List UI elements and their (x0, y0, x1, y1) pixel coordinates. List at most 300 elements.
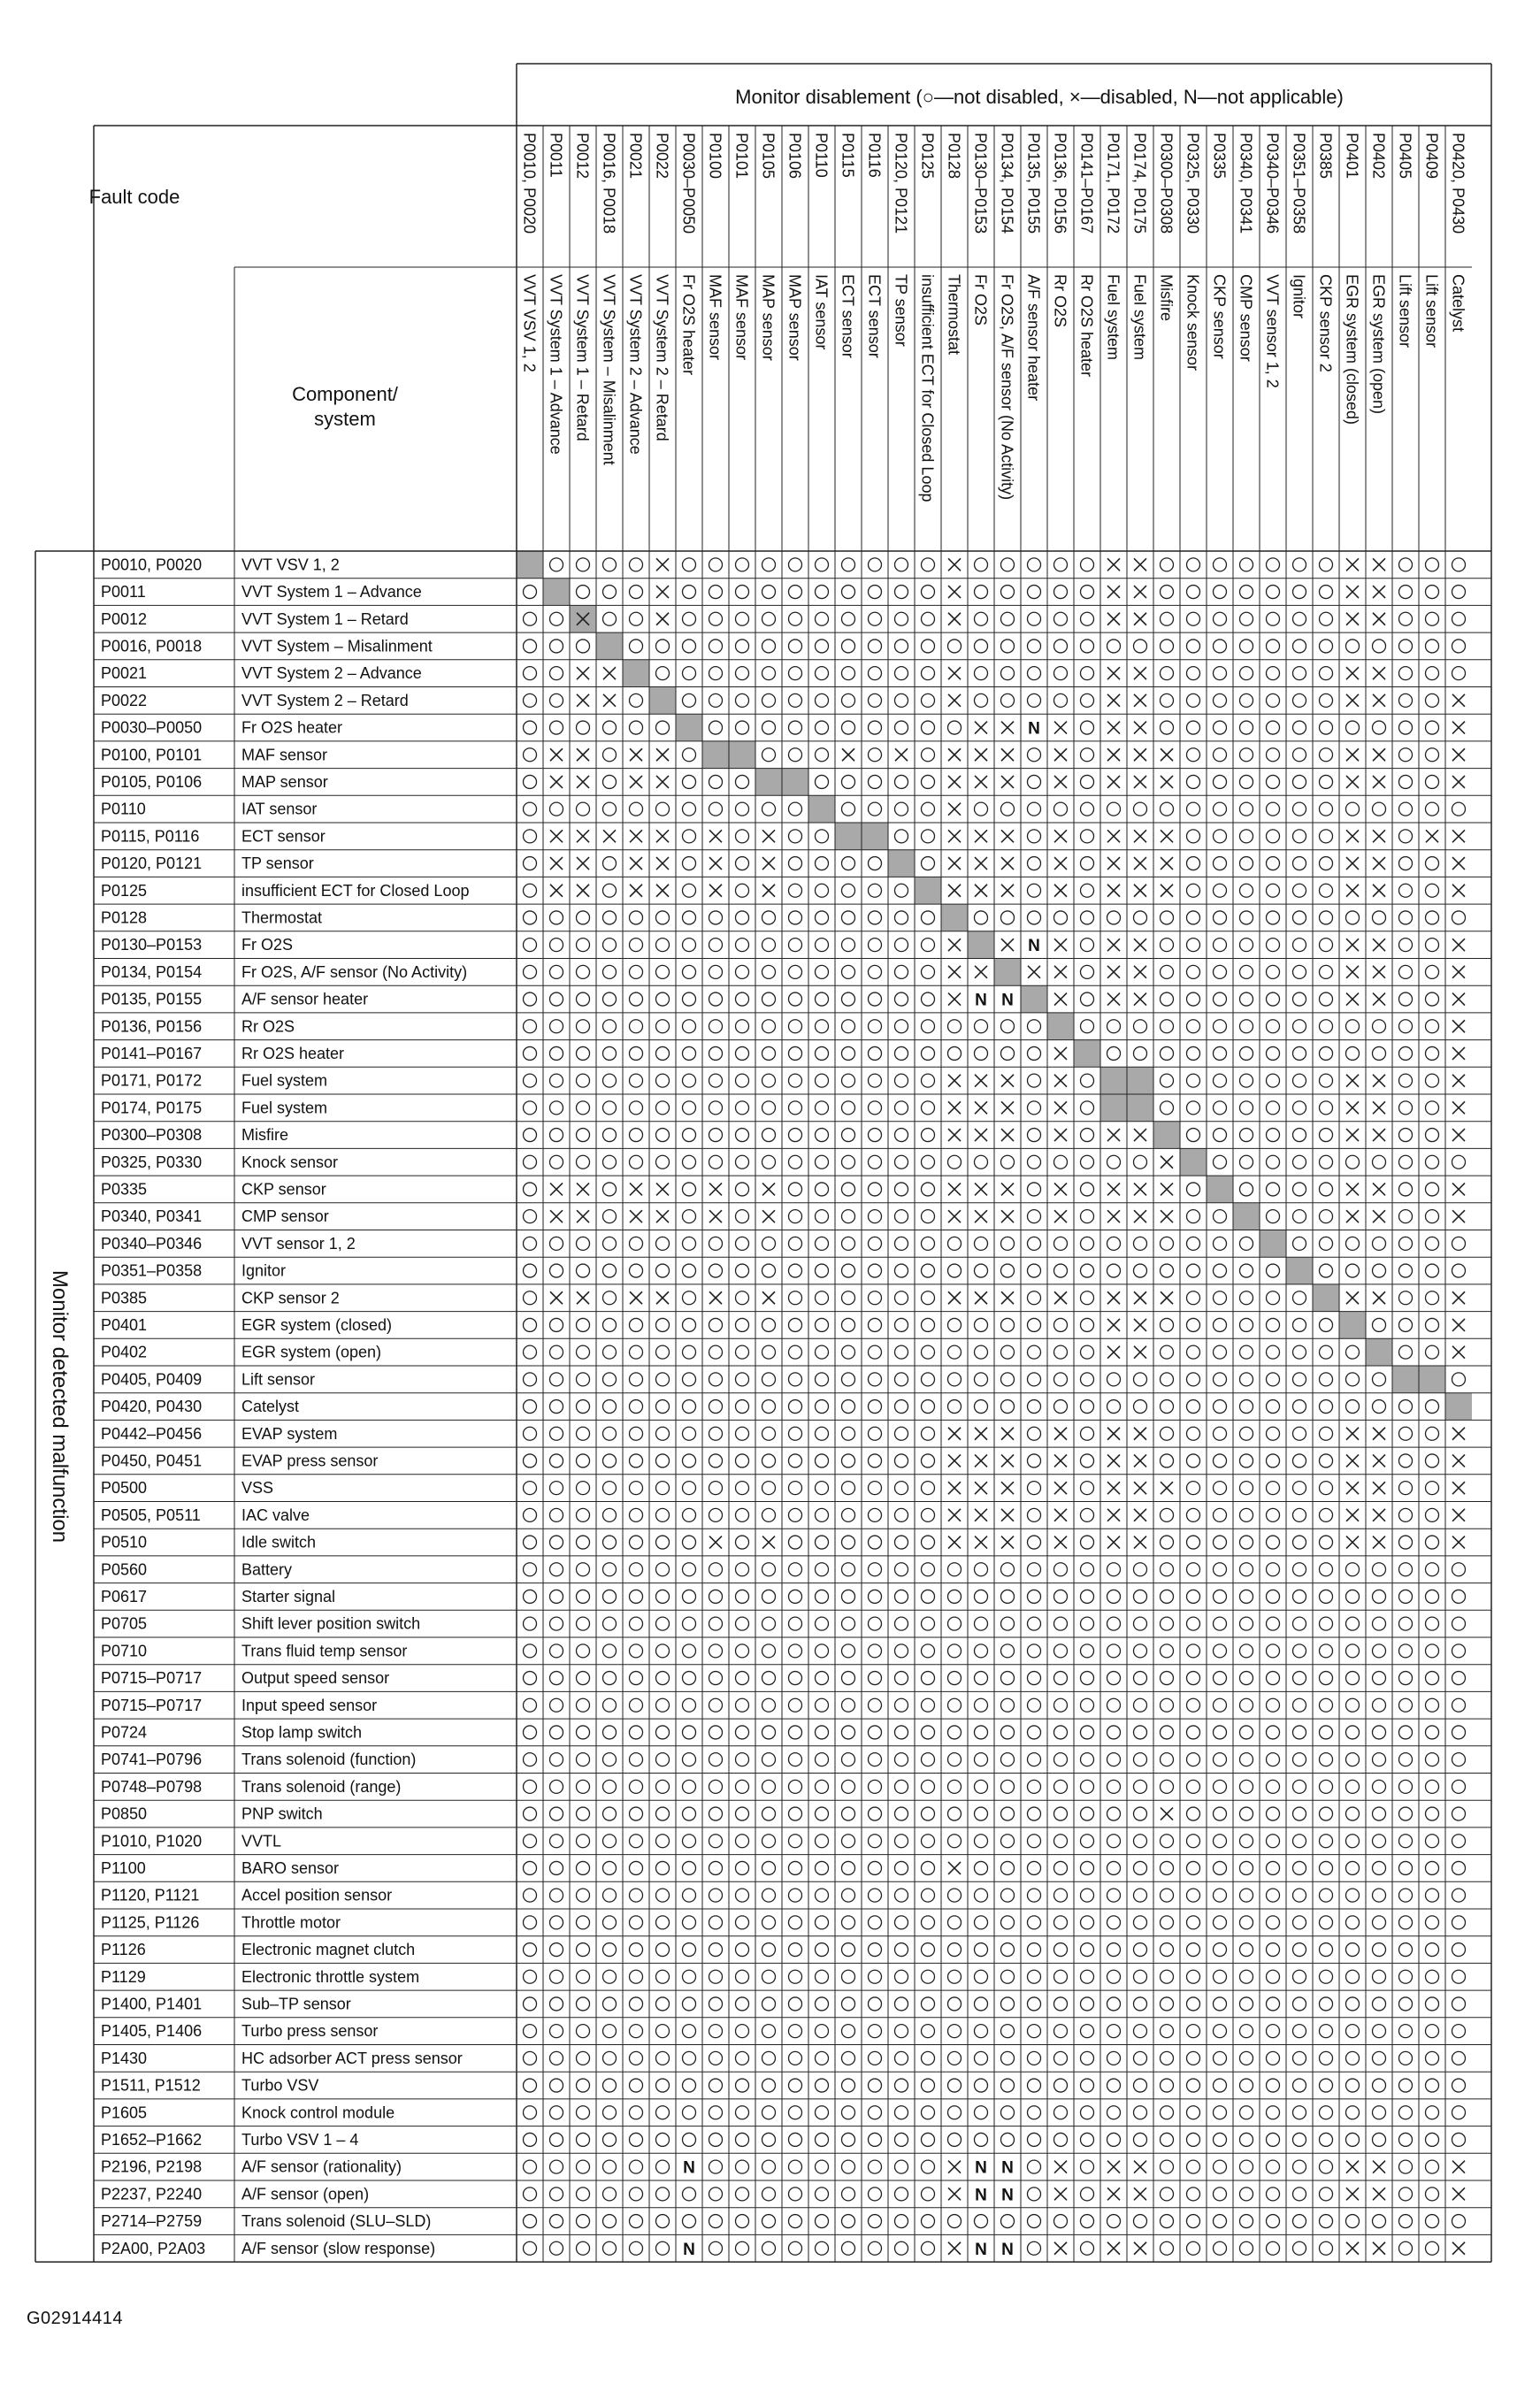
not-disabled-mark (524, 1264, 537, 1277)
not-disabled-mark (1452, 2025, 1466, 2038)
row-fault-code: P0100, P0101 (101, 746, 203, 764)
disabled-mark (1134, 1536, 1146, 1549)
not-disabled-mark (1293, 2160, 1306, 2173)
not-disabled-mark (1426, 2241, 1439, 2255)
not-disabled-mark (1028, 2106, 1041, 2119)
disabled-mark (1107, 2188, 1120, 2200)
not-disabled-mark (736, 667, 749, 680)
disabled-mark (1346, 1210, 1359, 1222)
not-disabled-mark (736, 965, 749, 978)
not-disabled-mark (1373, 1943, 1386, 1957)
not-disabled-mark (948, 1400, 962, 1414)
not-disabled-mark (550, 1835, 563, 1848)
not-disabled-mark (842, 1020, 855, 1033)
not-disabled-mark (1001, 1318, 1015, 1331)
disabled-mark (1134, 1291, 1146, 1304)
not-disabled-mark (1320, 2079, 1333, 2092)
row-component: A/F sensor (rationality) (241, 2157, 402, 2176)
not-disabled-mark (789, 1454, 802, 1467)
not-disabled-mark (1293, 2241, 1306, 2255)
not-disabled-mark (1240, 2079, 1253, 2092)
not-disabled-mark (1187, 911, 1200, 924)
not-disabled-mark (1001, 1943, 1015, 1957)
not-disabled-mark (895, 2106, 908, 2119)
not-disabled-mark (895, 965, 908, 978)
not-disabled-mark (869, 748, 882, 762)
not-disabled-mark (736, 1074, 749, 1087)
not-disabled-mark (789, 830, 802, 843)
disabled-mark (1452, 1129, 1465, 1141)
row-fault-code: P0011 (101, 583, 146, 601)
disabled-mark (656, 586, 669, 598)
column-component: CKP sensor (1210, 274, 1229, 359)
not-disabled-mark (842, 1291, 855, 1305)
not-disabled-mark (1161, 1916, 1174, 1929)
disabled-mark (577, 667, 589, 679)
not-disabled-mark (762, 1672, 776, 1685)
not-disabled-mark (922, 1563, 935, 1576)
not-disabled-mark (1293, 1590, 1306, 1603)
row-fault-code: P0130–P0153 (101, 936, 203, 954)
not-disabled-mark (895, 1427, 908, 1440)
not-disabled-mark (1399, 1482, 1413, 1495)
not-disabled-mark (1320, 1861, 1333, 1874)
not-disabled-mark (1373, 2133, 1386, 2146)
disabled-mark (975, 722, 987, 734)
shaded-cell (968, 931, 994, 959)
not-disabled-mark (683, 1563, 696, 1576)
not-disabled-mark (1187, 830, 1200, 843)
not-disabled-mark (1107, 911, 1121, 924)
not-disabled-mark (789, 586, 802, 599)
not-disabled-mark (1240, 2241, 1253, 2255)
not-disabled-mark (736, 558, 749, 571)
not-disabled-mark (1267, 2051, 1280, 2065)
disabled-mark (1452, 1291, 1465, 1304)
not-disabled-mark (1399, 857, 1413, 870)
not-disabled-mark (1134, 1264, 1147, 1277)
not-disabled-mark (1240, 1318, 1253, 1331)
not-disabled-mark (1081, 1943, 1094, 1957)
not-disabled-mark (975, 586, 988, 599)
not-disabled-mark (922, 965, 935, 978)
not-disabled-mark (709, 1672, 723, 1685)
not-disabled-mark (1452, 1590, 1466, 1603)
not-disabled-mark (550, 1427, 563, 1440)
not-disabled-mark (524, 1508, 537, 1521)
not-disabled-mark (1240, 939, 1253, 952)
disabled-mark (1346, 966, 1359, 978)
not-disabled-mark (842, 1101, 855, 1115)
not-disabled-mark (1081, 939, 1094, 952)
not-disabled-mark (709, 2133, 723, 2146)
disabled-mark (1134, 2242, 1146, 2255)
not-disabled-mark (630, 2215, 643, 2228)
not-disabled-mark (869, 802, 882, 816)
disabled-mark (1346, 748, 1359, 761)
disabled-mark (1346, 1482, 1359, 1494)
not-disabled-mark (736, 1101, 749, 1115)
not-disabled-mark (1028, 1291, 1041, 1305)
disabled-mark (1452, 2242, 1465, 2255)
not-disabled-mark (975, 667, 988, 680)
disabled-mark (1107, 1509, 1120, 1521)
not-disabled-mark (1081, 1508, 1094, 1521)
not-disabled-mark (1187, 2160, 1200, 2173)
disabled-mark (1346, 667, 1359, 679)
not-disabled-mark (975, 1970, 988, 1983)
not-disabled-mark (1240, 992, 1253, 1006)
not-disabled-mark (736, 1916, 749, 1929)
disabled-mark (948, 803, 961, 816)
disabled-mark (709, 1210, 722, 1222)
not-disabled-mark (1054, 667, 1068, 680)
not-disabled-mark (1214, 1074, 1227, 1087)
disabled-mark (1452, 830, 1465, 842)
not-disabled-mark (603, 2133, 617, 2146)
not-disabled-mark (762, 1264, 776, 1277)
not-disabled-mark (524, 612, 537, 625)
not-disabled-mark (789, 1672, 802, 1685)
column-component: CMP sensor (1237, 274, 1255, 362)
not-disabled-mark (1293, 1046, 1306, 1060)
not-disabled-mark (762, 1427, 776, 1440)
not-disabled-mark (577, 2188, 590, 2201)
row-fault-code: P0171, P0172 (101, 1071, 203, 1090)
not-disabled-mark (1001, 1345, 1015, 1359)
not-disabled-mark (842, 2188, 855, 2201)
not-disabled-mark (683, 939, 696, 952)
not-disabled-mark (1028, 1074, 1041, 1087)
not-disabled-mark (948, 1943, 962, 1957)
not-disabled-mark (550, 1237, 563, 1250)
not-disabled-mark (1054, 1563, 1068, 1576)
not-disabled-mark (816, 911, 829, 924)
not-disabled-mark (630, 1563, 643, 1576)
not-disabled-mark (1240, 1617, 1253, 1630)
disabled-mark (1107, 1183, 1120, 1195)
not-disabled-mark (895, 1155, 908, 1169)
not-disabled-mark (683, 1916, 696, 1929)
not-disabled-mark (975, 1698, 988, 1712)
not-disabled-mark (842, 2106, 855, 2119)
not-disabled-mark (1001, 1046, 1015, 1060)
not-disabled-mark (1214, 775, 1227, 788)
disabled-mark (1346, 1101, 1359, 1114)
not-disabled-mark (789, 1183, 802, 1196)
not-disabled-mark (1187, 586, 1200, 599)
not-disabled-mark (1267, 1155, 1280, 1169)
not-disabled-mark (1267, 1753, 1280, 1766)
disabled-mark (656, 613, 669, 625)
disabled-mark (975, 857, 987, 870)
not-disabled-mark (577, 2241, 590, 2255)
not-disabled-mark (789, 1400, 802, 1414)
not-disabled-mark (550, 1726, 563, 1739)
not-disabled-mark (975, 2133, 988, 2146)
not-disabled-mark (869, 1889, 882, 1902)
not-disabled-mark (1320, 667, 1333, 680)
not-disabled-mark (1134, 1672, 1147, 1685)
disabled-mark (1373, 885, 1385, 897)
not-disabled-mark (656, 1373, 670, 1386)
not-disabled-mark (922, 1753, 935, 1766)
not-disabled-mark (922, 1861, 935, 1874)
not-disabled-mark (1107, 1753, 1121, 1766)
not-disabled-mark (1293, 1129, 1306, 1142)
disabled-mark (762, 830, 775, 842)
not-disabled-mark (1081, 1617, 1094, 1630)
not-disabled-mark (1001, 1617, 1015, 1630)
not-applicable-mark: N (1028, 719, 1040, 739)
not-disabled-mark (1081, 992, 1094, 1006)
not-disabled-mark (1452, 2079, 1466, 2092)
not-disabled-mark (1346, 1726, 1360, 1739)
not-disabled-mark (948, 1046, 962, 1060)
disabled-mark (1346, 1183, 1359, 1195)
not-disabled-mark (1214, 1318, 1227, 1331)
not-disabled-mark (683, 1726, 696, 1739)
not-disabled-mark (1267, 1345, 1280, 1359)
row-fault-code: P0141–P0167 (101, 1044, 203, 1062)
not-disabled-mark (683, 1400, 696, 1414)
not-disabled-mark (1267, 586, 1280, 599)
not-disabled-mark (1399, 1997, 1413, 2011)
not-disabled-mark (842, 1590, 855, 1603)
not-disabled-mark (1346, 2051, 1360, 2065)
not-disabled-mark (1320, 1264, 1333, 1277)
not-disabled-mark (550, 1129, 563, 1142)
not-disabled-mark (1001, 586, 1015, 599)
row-fault-code: P1129 (101, 1967, 146, 1986)
not-applicable-mark: N (1001, 991, 1014, 1010)
not-disabled-mark (1320, 2106, 1333, 2119)
not-disabled-mark (550, 1617, 563, 1630)
not-disabled-mark (1161, 1753, 1174, 1766)
not-disabled-mark (1399, 1318, 1413, 1331)
not-disabled-mark (1240, 612, 1253, 625)
not-disabled-mark (577, 1590, 590, 1603)
not-disabled-mark (1028, 1129, 1041, 1142)
not-disabled-mark (736, 1726, 749, 1739)
not-disabled-mark (577, 2051, 590, 2065)
not-disabled-mark (550, 1753, 563, 1766)
row-component: A/F sensor heater (241, 990, 369, 1008)
disabled-mark (1346, 558, 1359, 571)
fault-code-header: Fault code (88, 186, 180, 208)
not-disabled-mark (1293, 1155, 1306, 1169)
not-disabled-mark (869, 1807, 882, 1820)
disabled-mark (1373, 776, 1385, 788)
row-fault-code: P0850 (101, 1804, 148, 1823)
not-disabled-mark (1240, 2133, 1253, 2146)
not-disabled-mark (1214, 1264, 1227, 1277)
not-disabled-mark (524, 2133, 537, 2146)
not-disabled-mark (683, 612, 696, 625)
not-disabled-mark (842, 1264, 855, 1277)
disabled-mark (1134, 830, 1146, 842)
not-disabled-mark (630, 1318, 643, 1331)
not-disabled-mark (816, 1698, 829, 1712)
disabled-mark (1001, 1129, 1014, 1141)
not-disabled-mark (1107, 1155, 1121, 1169)
not-disabled-mark (1426, 1672, 1439, 1685)
row-component: insufficient ECT for Closed Loop (241, 881, 470, 900)
row-component: Output speed sensor (241, 1669, 390, 1688)
column-component: Ignitor (1290, 274, 1308, 319)
disabled-mark (1346, 939, 1359, 951)
not-disabled-mark (1134, 1590, 1147, 1603)
not-disabled-mark (922, 2051, 935, 2065)
not-applicable-mark: N (975, 2158, 987, 2178)
not-disabled-mark (1107, 2051, 1121, 2065)
not-disabled-mark (762, 1780, 776, 1793)
not-disabled-mark (1426, 2051, 1439, 2065)
not-disabled-mark (1187, 1889, 1200, 1902)
not-disabled-mark (1399, 1454, 1413, 1467)
not-disabled-mark (1267, 1101, 1280, 1115)
not-disabled-mark (1214, 830, 1227, 843)
not-disabled-mark (895, 939, 908, 952)
not-disabled-mark (869, 1536, 882, 1549)
not-disabled-mark (577, 1644, 590, 1658)
not-disabled-mark (869, 1210, 882, 1223)
not-disabled-mark (922, 992, 935, 1006)
not-disabled-mark (1267, 965, 1280, 978)
disabled-mark (1426, 830, 1438, 842)
not-disabled-mark (1346, 1046, 1360, 1060)
column-component: Catelyst (1449, 274, 1467, 333)
not-disabled-mark (1081, 1644, 1094, 1658)
not-disabled-mark (895, 1345, 908, 1359)
not-disabled-mark (1214, 1400, 1227, 1414)
not-disabled-mark (1214, 1345, 1227, 1359)
not-disabled-mark (1001, 612, 1015, 625)
disabled-mark (1107, 1346, 1120, 1359)
row-fault-code: P1010, P1020 (101, 1832, 203, 1850)
not-disabled-mark (1346, 1264, 1360, 1277)
not-disabled-mark (1081, 1590, 1094, 1603)
not-disabled-mark (948, 1672, 962, 1685)
not-disabled-mark (922, 2241, 935, 2255)
not-disabled-mark (1267, 1318, 1280, 1331)
not-disabled-mark (895, 693, 908, 707)
not-applicable-mark: N (975, 2186, 987, 2205)
not-disabled-mark (709, 1835, 723, 1848)
not-disabled-mark (709, 1318, 723, 1331)
not-disabled-mark (630, 1345, 643, 1359)
not-disabled-mark (1187, 1183, 1200, 1196)
row-component: Battery (241, 1560, 293, 1579)
not-disabled-mark (1214, 1508, 1227, 1521)
not-disabled-mark (603, 558, 617, 571)
not-disabled-mark (762, 1046, 776, 1060)
not-disabled-mark (1028, 1726, 1041, 1739)
not-disabled-mark (1054, 911, 1068, 924)
row-component: Fr O2S, A/F sensor (No Activity) (241, 962, 468, 981)
disabled-mark (577, 776, 589, 788)
column-code: P0128 (945, 133, 963, 180)
not-disabled-mark (869, 2051, 882, 2065)
not-disabled-mark (1293, 2133, 1306, 2146)
not-disabled-mark (1081, 2025, 1094, 2038)
not-disabled-mark (1293, 911, 1306, 924)
column-component: Fr O2S heater (679, 274, 698, 376)
not-disabled-mark (1001, 1155, 1015, 1169)
not-disabled-mark (630, 1916, 643, 1929)
not-disabled-mark (603, 1617, 617, 1630)
not-disabled-mark (1293, 1889, 1306, 1902)
not-disabled-mark (1028, 1373, 1041, 1386)
not-disabled-mark (1373, 802, 1386, 816)
row-component: Stop lamp switch (241, 1723, 363, 1742)
row-fault-code: P0420, P0430 (101, 1398, 203, 1416)
not-disabled-mark (630, 2160, 643, 2173)
disabled-mark (762, 885, 775, 897)
not-disabled-mark (895, 1074, 908, 1087)
not-disabled-mark (1081, 693, 1094, 707)
not-disabled-mark (1028, 2160, 1041, 2173)
not-disabled-mark (683, 693, 696, 707)
row-fault-code: P0010, P0020 (101, 556, 203, 574)
not-disabled-mark (1161, 612, 1174, 625)
not-disabled-mark (1161, 1617, 1174, 1630)
not-disabled-mark (1293, 1291, 1306, 1305)
row-component: Turbo press sensor (241, 2022, 379, 2041)
disabled-mark (948, 1428, 961, 1440)
disabled-mark (1054, 748, 1067, 761)
not-disabled-mark (789, 1427, 802, 1440)
not-disabled-mark (1399, 1237, 1413, 1250)
not-disabled-mark (1320, 1129, 1333, 1142)
disabled-mark (1452, 722, 1465, 734)
disabled-mark (1134, 776, 1146, 788)
not-disabled-mark (789, 2106, 802, 2119)
not-disabled-mark (1399, 802, 1413, 816)
not-disabled-mark (789, 1753, 802, 1766)
not-disabled-mark (789, 667, 802, 680)
not-disabled-mark (762, 2188, 776, 2201)
not-disabled-mark (1081, 2051, 1094, 2065)
not-disabled-mark (1214, 2215, 1227, 2228)
not-disabled-mark (577, 802, 590, 816)
row-fault-code: P0105, P0106 (101, 772, 203, 791)
not-disabled-mark (948, 1237, 962, 1250)
disabled-mark (1107, 748, 1120, 761)
not-disabled-mark (524, 1644, 537, 1658)
disabled-mark (1373, 2188, 1385, 2200)
disabled-mark (975, 1291, 987, 1304)
not-disabled-mark (656, 1020, 670, 1033)
not-disabled-mark (869, 1155, 882, 1169)
not-disabled-mark (1134, 640, 1147, 653)
not-disabled-mark (1267, 1617, 1280, 1630)
disabled-mark (1452, 1346, 1465, 1359)
row-component: Trans fluid temp sensor (241, 1642, 408, 1660)
not-disabled-mark (842, 1916, 855, 1929)
not-disabled-mark (1452, 1753, 1466, 1766)
row-fault-code: P0325, P0330 (101, 1153, 203, 1171)
not-disabled-mark (948, 1753, 962, 1766)
not-disabled-mark (1081, 775, 1094, 788)
not-disabled-mark (1187, 2051, 1200, 2065)
not-disabled-mark (762, 1074, 776, 1087)
not-disabled-mark (895, 1373, 908, 1386)
not-disabled-mark (762, 1400, 776, 1414)
not-disabled-mark (1081, 612, 1094, 625)
not-disabled-mark (1267, 2079, 1280, 2092)
disabled-mark (1346, 2242, 1359, 2255)
